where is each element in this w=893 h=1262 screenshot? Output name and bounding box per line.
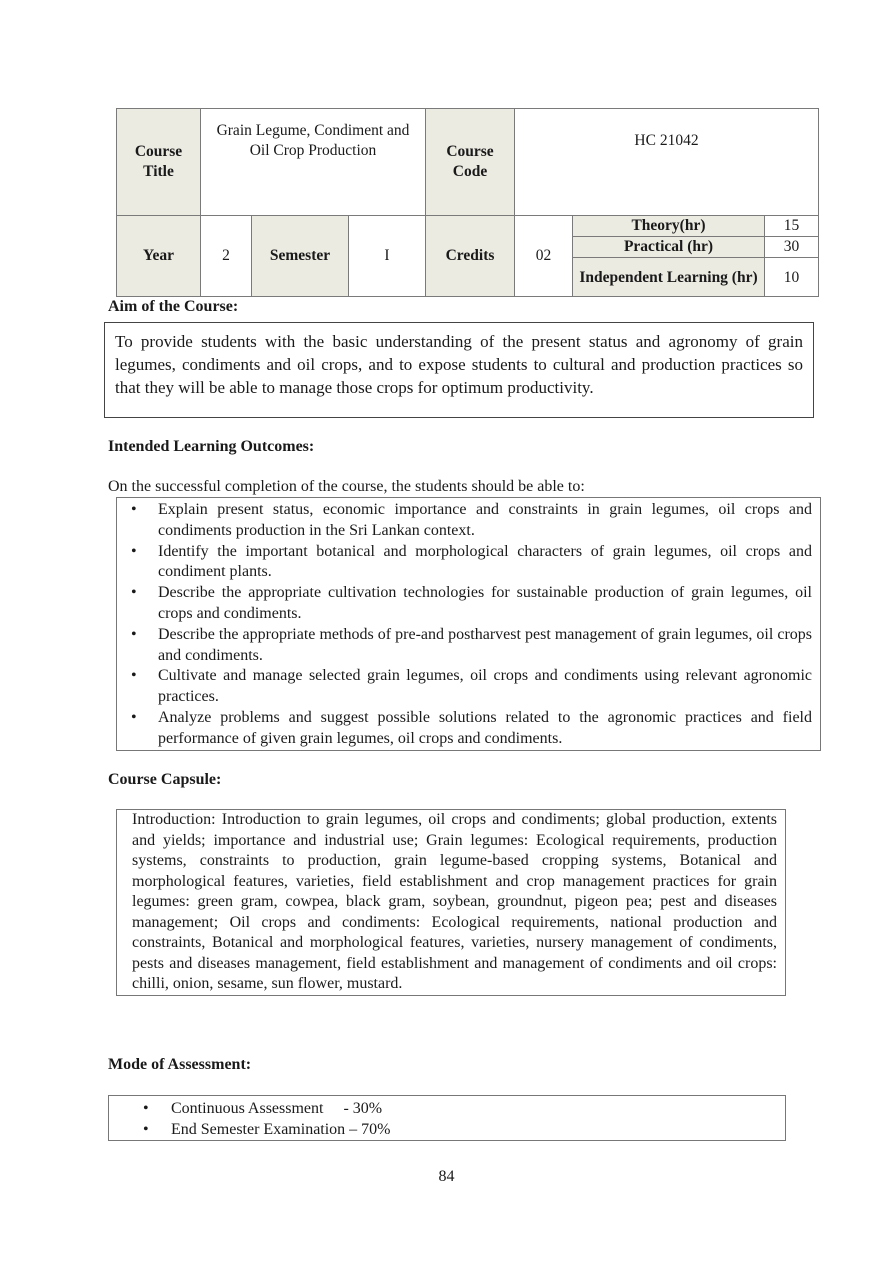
bullet-icon: • [131,708,137,726]
list-item [129,708,812,750]
ilo-item-text: Describe the appropriate methods of pre-and postharvest pest management of grain legumes, oil crops and condiments. [158,625,812,664]
bullet-icon: • [131,584,137,602]
bullet-icon: • [131,667,137,685]
independent-hours-label: Independent Learning (hr) [573,258,765,297]
list-item [129,500,812,542]
ilo-list [129,500,812,750]
bullet-icon: • [143,1100,149,1117]
bullet-icon: • [131,542,137,560]
ilo-item-text: Describe the appropriate cultivation technologies for sustainable production of grain legumes, oil crops and condiments. [158,584,812,622]
assessment-list [109,1098,785,1140]
capsule-heading: Course Capsule: [108,771,222,788]
aim-text: To provide students with the basic understanding of the present status and agronomy of grain legumes, condiments and oil crops, and to expose students to cultural and production practices so that they will be able to manage those crops for optimum productivity. [104,322,814,418]
assessment-box [108,1095,786,1141]
ilo-item-text: Explain present status, economic importance and constraints in grain legumes, oil crops and condiments production in the Sri Lankan context. [158,501,812,539]
list-item [129,666,812,708]
aim-heading: Aim of the Course: [108,298,239,315]
credits-value: 02 [515,216,573,297]
bullet-icon: • [131,501,137,518]
ilo-item-text: Identify the important botanical and morphological characters of grain legumes, oil crops and condiment plants. [158,542,812,581]
assessment-item-text: End Semester Examination – 70% [171,1121,391,1138]
assessment-heading: Mode of Assessment: [108,1056,252,1073]
assessment-item-text: Continuous Assessment - 30% [171,1100,383,1117]
year-label: Year [117,216,201,297]
course-info-table [116,108,819,297]
bullet-icon: • [143,1121,149,1138]
practical-hours-label: Practical (hr) [573,237,765,258]
course-code-value: HC 21042 [515,109,819,216]
list-item [129,583,812,625]
practical-hours-value: 30 [765,237,819,258]
course-title-label: Course Title [117,109,201,216]
list-item [109,1119,785,1140]
year-value: 2 [201,216,252,297]
semester-label: Semester [252,216,349,297]
course-title-value: Grain Legume, Condiment and Oil Crop Production [201,109,426,216]
list-item [109,1098,785,1119]
ilo-list-box [116,497,821,751]
credits-label: Credits [426,216,515,297]
independent-hours-value: 10 [765,258,819,297]
ilo-item-text: Cultivate and manage selected grain legumes, oil crops and condiments using relevant agronomic practices. [158,667,812,706]
ilo-intro: On the successful completion of the course, the students should be able to: [108,478,585,495]
theory-hours-label: Theory(hr) [573,216,765,237]
bullet-icon: • [131,625,137,643]
ilo-item-text: Analyze problems and suggest possible solutions related to the agronomic practices and field performance of given grain legumes, oil crops and condiments. [158,708,812,747]
list-item [129,625,812,667]
semester-value: I [349,216,426,297]
page-number: 84 [438,1168,455,1185]
ilo-heading: Intended Learning Outcomes: [108,438,315,455]
capsule-text: Introduction: Introduction to grain legumes, oil crops and condiments; global production, extents and yields; importance and industrial use; Grain legumes: Ecological requirements, production systems, constraints to production, grain legume-based cropping systems, Botanical and morphological features, varieties, field establishment and crop management practices for grain legumes: green gram, cowpea, black gram, soybean, groundnut, pigeon pea; pest and diseases management; Oil crops and condiments: Ecological requirements, national production and constraints, Botanical and morphological features, varieties, nursery management of condiments, pests and diseases management, field establishment and management of condiments and oil crops: chilli, onion, sesame, sun flower, mustard. [116,809,786,996]
theory-hours-value: 15 [765,216,819,237]
course-code-label: Course Code [426,109,515,216]
list-item [129,542,812,584]
